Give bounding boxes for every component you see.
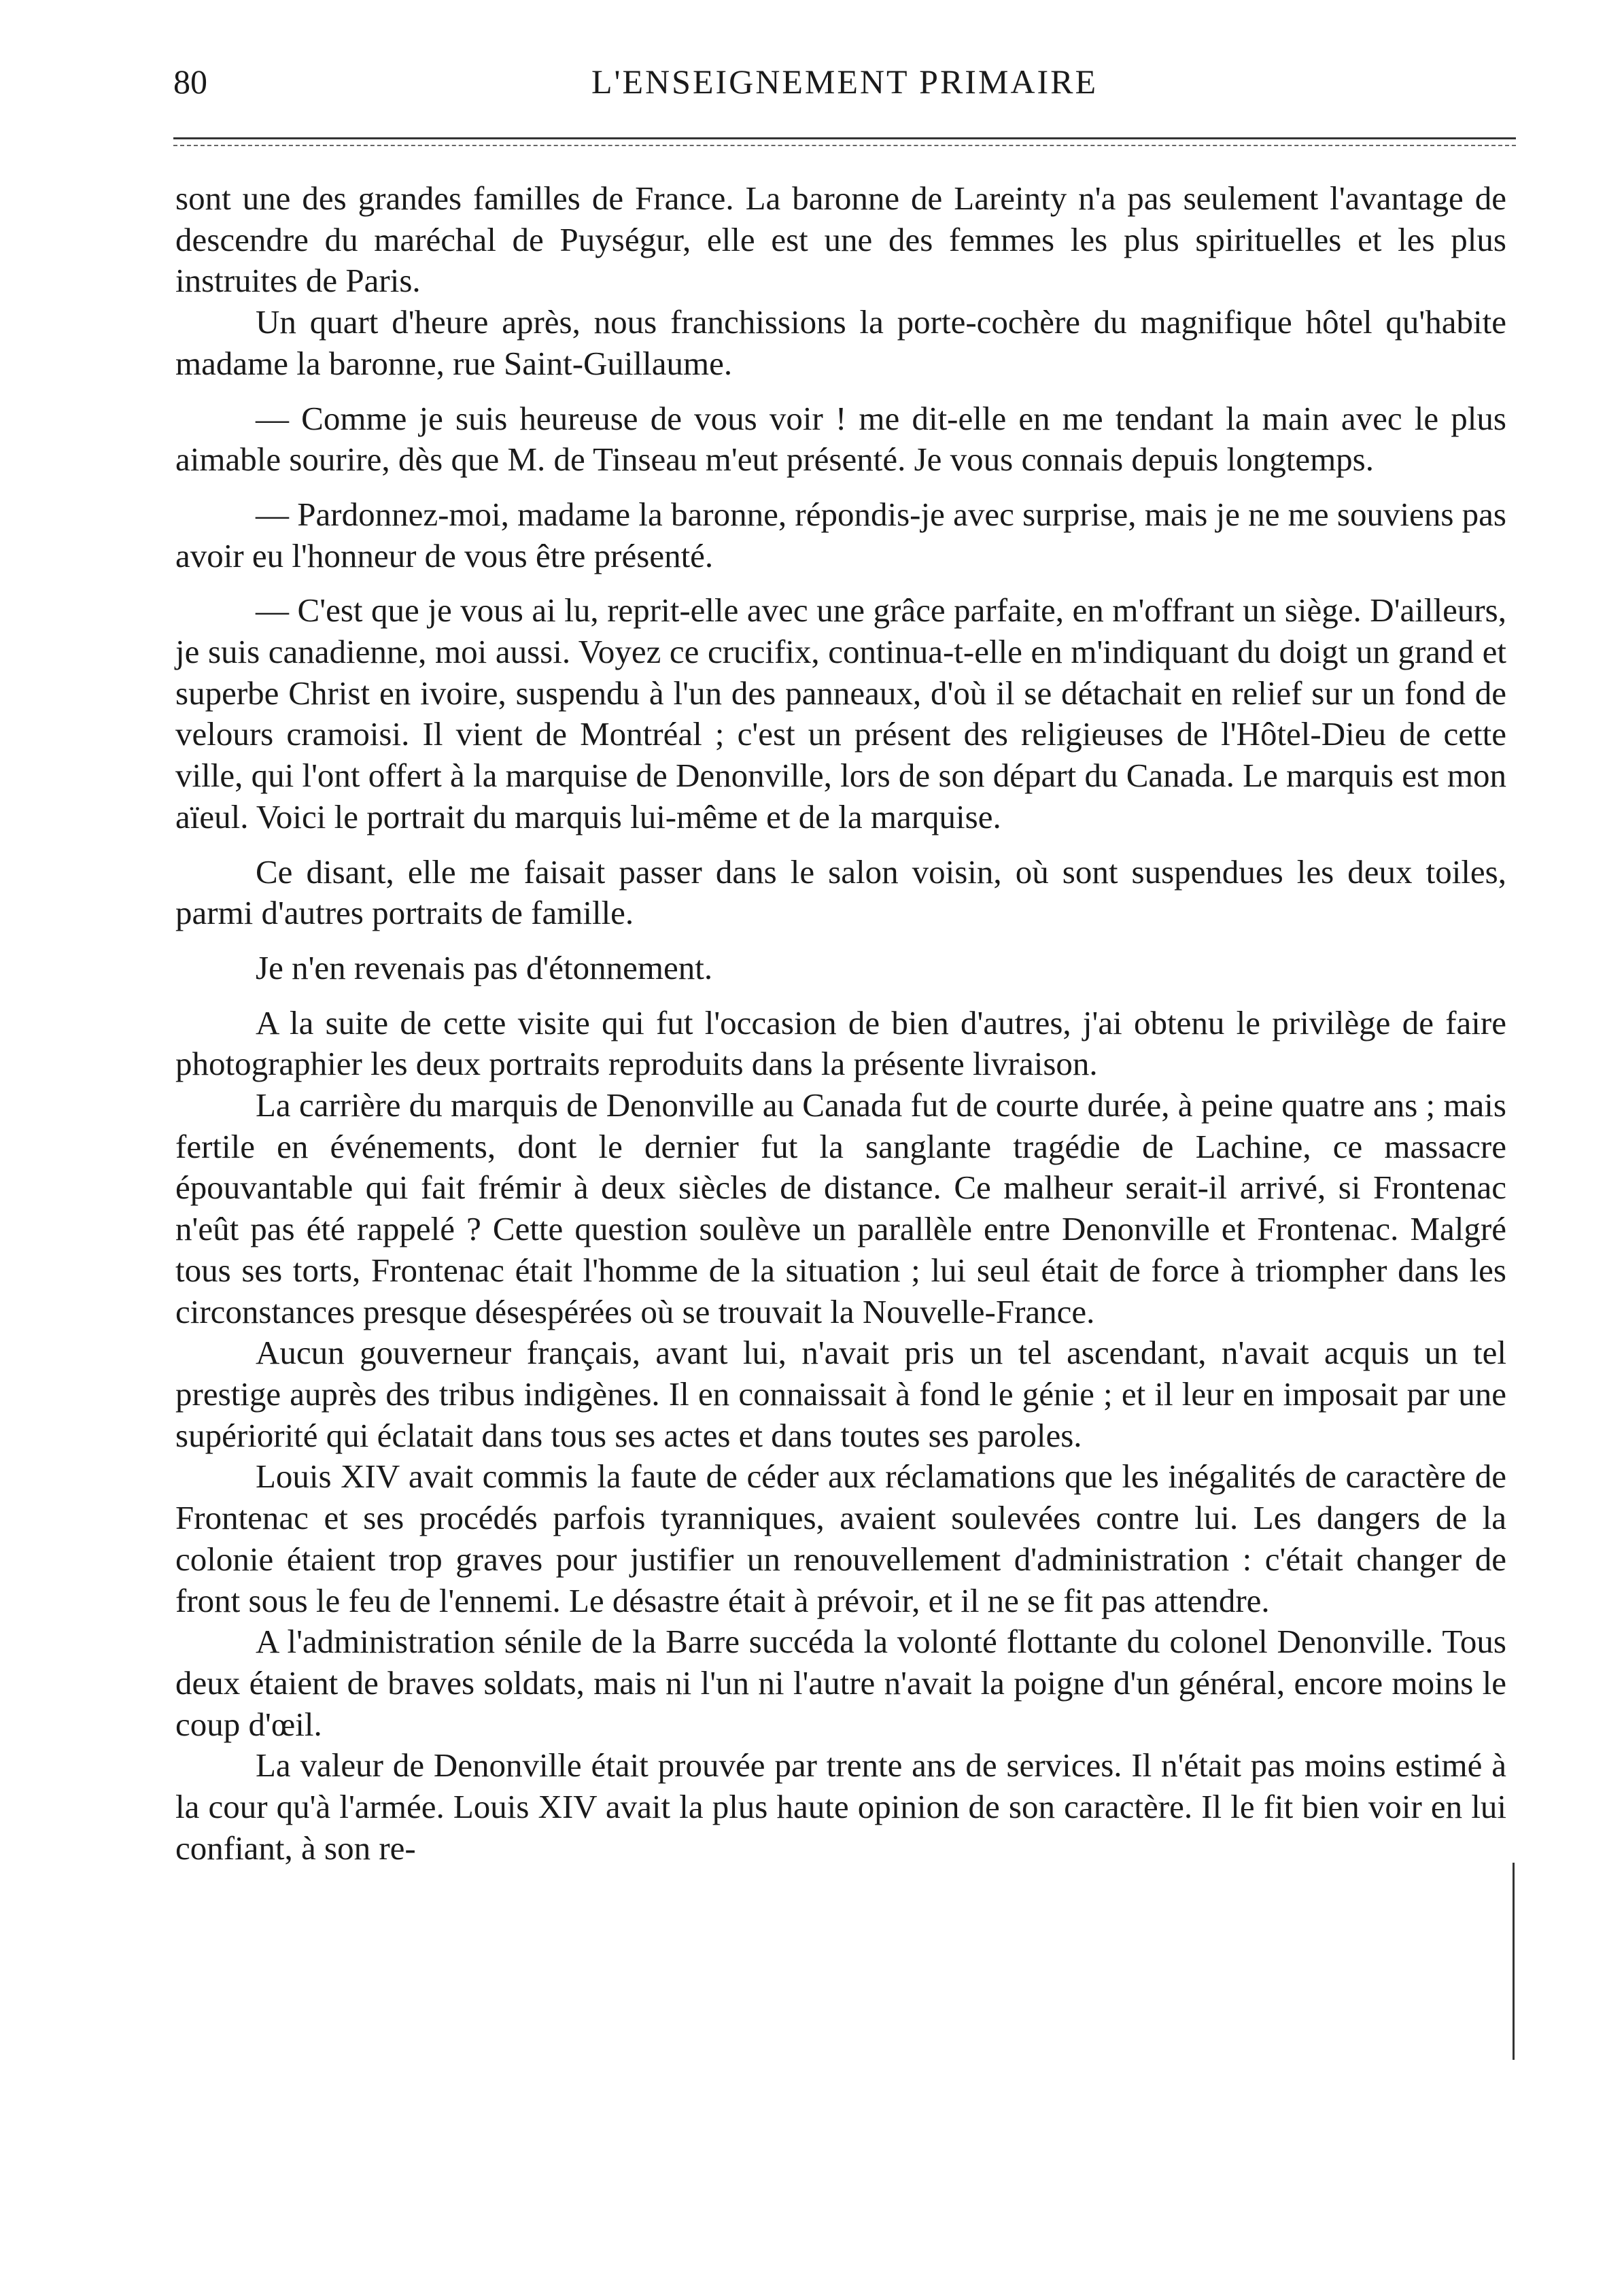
running-head: [173, 54, 1516, 109]
running-title: L'ENSEIGNEMENT PRIMAIRE: [591, 63, 1099, 101]
paragraph-5: — C'est que je vous ai lu, reprit-elle avec une grâce parfaite, en m'offrant un siège. D'ailleurs, je suis canadienne, moi aussi. Voyez ce crucifix, continua-t-elle en m'indiquant du doigt un grand et superbe Christ en ivoire, suspendu à l'un des panneaux, d'où il se détachait en relief sur un fond de velours cramoisi. Il vient de Montréal ; c'est un présent des religieuses de l'Hôtel-Dieu de cette ville, qui l'ont offert à la marquise de Denonville, lors de son départ du Canada. Le marquis est mon aïeul. Voici le portrait du marquis lui-même et de la marquise.: [175, 591, 1506, 835]
header-rule: [173, 137, 1516, 146]
paragraph-2: Un quart d'heure après, nous franchissions la porte-cochère du magnifique hôtel qu'habite madame la baronne, rue Saint-Guillaume.: [175, 303, 1506, 382]
paragraph-13: La valeur de Denonville était prouvée par trente ans de services. Il n'était pas moins estimé à la cour qu'à l'armée. Louis XIV avait la plus haute opinion de son caractère. Il le fit bien voir en lui confiant, à son re-: [175, 1746, 1506, 1867]
page-number: 80: [173, 63, 207, 101]
paragraph-1: sont une des grandes familles de France. La baronne de Lareinty n'a pas seulement l'avantage de descendre du maréchal de Puységur, elle est une des femmes les plus spirituelles et les plus instruites de Paris.: [175, 179, 1506, 300]
paragraph-3: — Comme je suis heureuse de vous voir ! me dit-elle en me tendant la main avec le plus aimable sourire, dès que M. de Tinseau m'eut présenté. Je vous connais depuis longtemps.: [175, 399, 1506, 479]
margin-bar: [1513, 1863, 1515, 2060]
paragraph-10: Aucun gouverneur français, avant lui, n'avait pris un tel ascendant, n'avait acquis un tel prestige auprès des tribus indigènes. Il en connaissait à fond le génie ; et il leur en imposait par une supériorité qui éclatait dans tous ses actes et dans toutes ses paroles.: [175, 1334, 1506, 1454]
paragraph-12: A l'administration sénile de la Barre succéda la volonté flottante du colonel Denonville. Tous deux étaient de braves soldats, mais ni l'un ni l'autre n'avait la poigne d'un général, encore moins le coup d'œil.: [175, 1623, 1506, 1743]
paragraph-4: — Pardonnez-moi, madame la baronne, répondis-je avec surprise, mais je ne me souviens pas avoir eu l'honneur de vous être présenté.: [175, 495, 1506, 574]
paragraph-8: A la suite de cette visite qui fut l'occasion de bien d'autres, j'ai obtenu le privilège de faire photographier les deux portraits reproduits dans la présente livraison.: [175, 1003, 1506, 1083]
body-text: [175, 178, 1506, 1869]
paragraph-9: La carrière du marquis de Denonville au Canada fut de courte durée, à peine quatre ans ; mais fertile en événements, dont le dernier fut la sanglante tragédie de Lachine, ce massacre épouvantable qui fait frémir à deux siècles de distance. Ce malheur serait-il arrivé, si Frontenac n'eût pas été rappelé ? Cette question soulève un parallèle entre Denonville et Frontenac. Malgré tous ses torts, Frontenac était l'homme de la situation ; lui seul était de force à triompher dans les circonstances presque désespérées où se trouvait la Nouvelle-France.: [175, 1086, 1506, 1330]
paragraph-7: Je n'en revenais pas d'étonnement.: [256, 948, 713, 986]
paragraph-6: Ce disant, elle me faisait passer dans le salon voisin, où sont suspendues les deux toiles, parmi d'autres portraits de famille.: [175, 852, 1506, 932]
paragraph-11: Louis XIV avait commis la faute de céder aux réclamations que les inégalités de caractère de Frontenac et ses procédés parfois tyranniques, avaient soulevées contre lui. Les dangers de la colonie étaient trop graves pour justifier un renouvellement d'administration : c'était changer de front sous le feu de l'ennemi. Le désastre était à prévoir, et il ne se fit pas attendre.: [175, 1458, 1506, 1619]
